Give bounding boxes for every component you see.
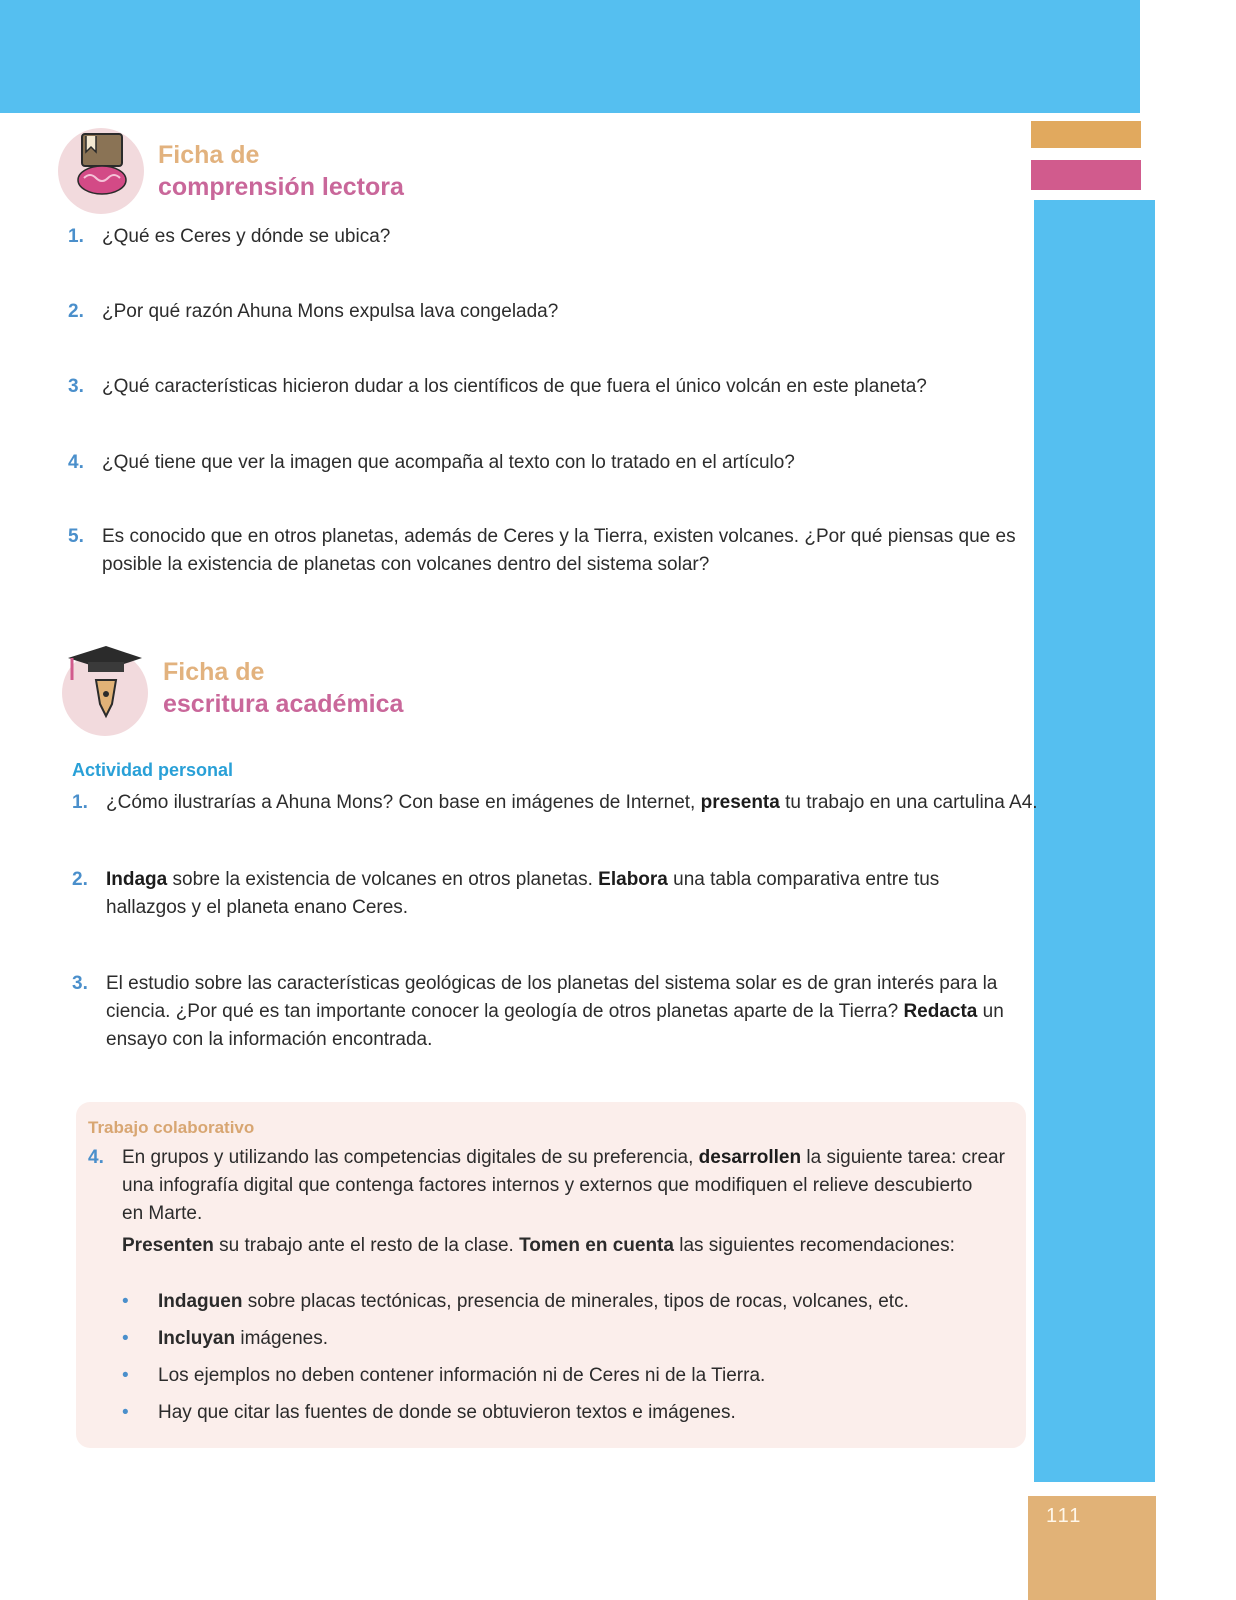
question-item: 1. ¿Qué es Ceres y dónde se ubica?	[68, 226, 391, 247]
question-item: 4. En grupos y utilizando las competencias digitales de su preferencia, desarrollen la siguiente tarea: crear una infografía digital que contenga factores internos y externos que modifiquen el relieve descubierto en Marte.	[88, 1147, 1005, 1224]
pink-tab-stripe	[1031, 160, 1141, 190]
list-item: • Indaguen sobre placas tectónicas, presencia de minerales, tipos de rocas, volcanes, etc.	[122, 1291, 909, 1312]
gold-tab-stripe	[1031, 121, 1141, 148]
list-item: • Incluyan imágenes.	[122, 1328, 329, 1349]
top-color-band	[0, 0, 1140, 113]
question-item: 2. ¿Por qué razón Ahuna Mons expulsa lava congelada?	[68, 301, 559, 322]
page-number: 111	[1046, 1505, 1083, 1527]
question-item: 3. El estudio sobre las características geológicas de los planetas del sistema solar es de gran interés para la ciencia. ¿Por qué es tan importante conocer la geología de otros planetas aparte de la Tierra? Redacta un ensayo con la información encontrada.	[72, 973, 1004, 1050]
section-title-escritura	[163, 656, 403, 720]
list-item: • Hay que citar las fuentes de donde se obtuvieron textos e imágenes.	[122, 1402, 736, 1423]
brain-book-icon	[58, 128, 144, 214]
collaborative-work-title: Trabajo colaborativo	[88, 1118, 255, 1137]
section-title-comprension	[158, 139, 404, 203]
right-color-band	[1034, 200, 1155, 1482]
question-item: 1. ¿Cómo ilustrarías a Ahuna Mons? Con base en imágenes de Internet, presenta tu trabajo en una cartulina A4.	[72, 792, 1038, 813]
question-item: 2. Indaga sobre la existencia de volcanes en otros planetas. Elabora una tabla comparativa entre tus hallazgos y el planeta enano Ceres.	[72, 869, 940, 918]
list-item: • Los ejemplos no deben contener información ni de Ceres ni de la Tierra.	[122, 1365, 766, 1386]
title-line-1: Ficha de	[158, 141, 260, 169]
collab-instructions: Presenten su trabajo ante el resto de la clase. Tomen en cuenta las siguientes recomendaciones:	[122, 1235, 955, 1256]
question-item: 5. Es conocido que en otros planetas, además de Ceres y la Tierra, existen volcanes. ¿Por qué piensas que es posible la existencia de planetas con volcanes dentro del sistema solar?	[68, 526, 1016, 575]
title-line-1: Ficha de	[163, 658, 265, 686]
recommendations-list	[122, 1288, 909, 1436]
activity-label: Actividad personal	[72, 760, 234, 780]
question-item: 3. ¿Qué características hicieron dudar a los científicos de que fuera el único volcán en este planeta?	[68, 376, 927, 397]
graduation-cap-pen-icon	[62, 650, 148, 736]
title-line-2: comprensión lectora	[158, 173, 404, 201]
title-line-2: escritura académica	[163, 690, 404, 718]
question-item: 4. ¿Qué tiene que ver la imagen que acompaña al texto con lo tratado en el artículo?	[68, 452, 795, 473]
